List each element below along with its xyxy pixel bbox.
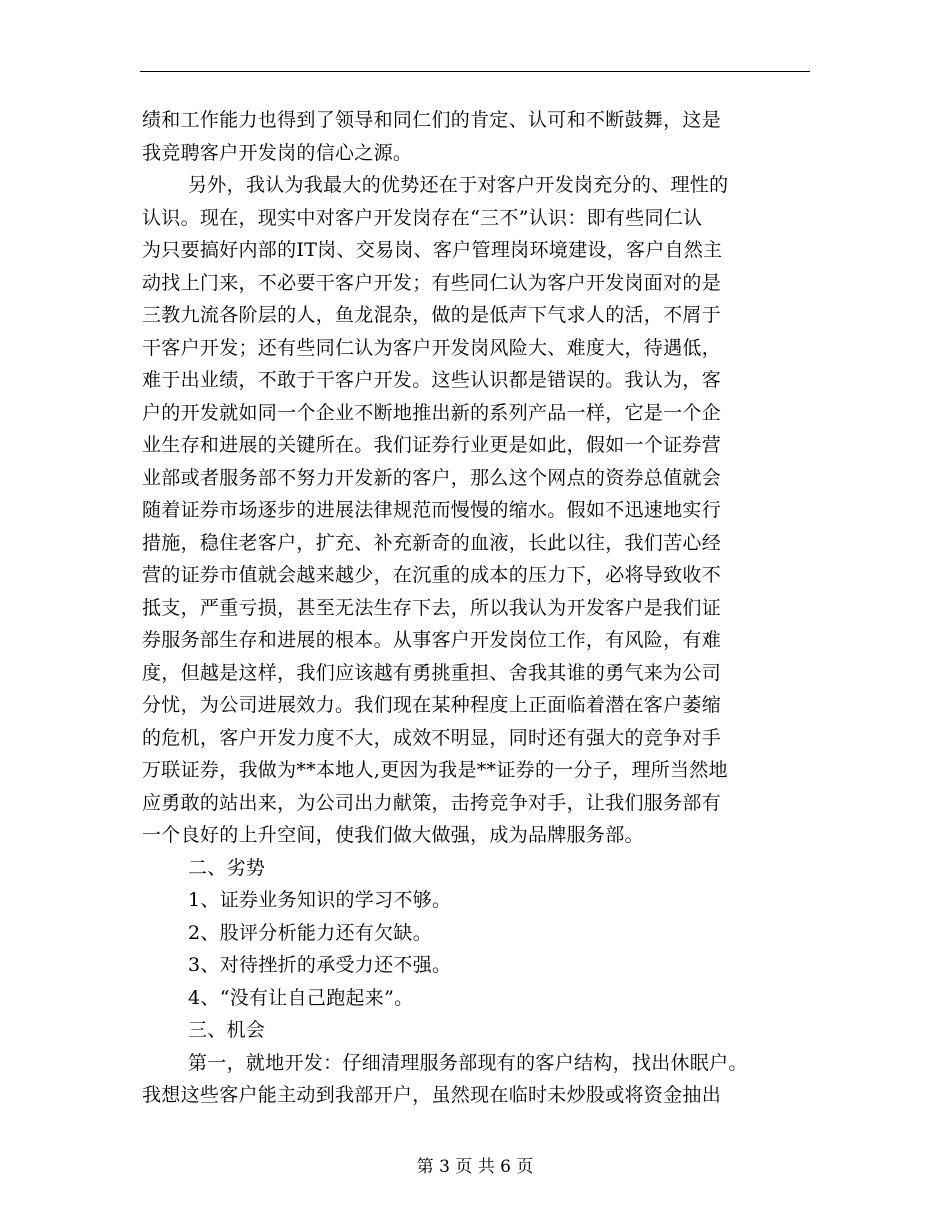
text-line: 万联证券，我做为**本地人,更因为我是**证券的一分子，理所当然地 xyxy=(142,759,728,781)
text-line: 我想这些客户能主动到我部开户，虽然现在临时未炒股或将资金抽出 xyxy=(142,1084,722,1106)
text-line: 我竞聘客户开发岗的信心之源。 xyxy=(142,141,413,164)
text-line: 分忧，为公司进展效力。我们现在某种程度上正面临着潜在客户萎缩 xyxy=(142,694,722,716)
text-line: 三教九流各阶层的人，鱼龙混杂，做的是低声下气求人的活，不屑于 xyxy=(142,304,722,326)
text-line: 二、劣势 xyxy=(188,856,266,879)
text-line: 4、“没有让自己跑起来”。 xyxy=(188,986,414,1009)
page-number: 第 3 页 共 6 页 xyxy=(416,1157,534,1177)
text-line: 绩和工作能力也得到了领导和同仁们的肯定、认可和不断鼓舞，这是 xyxy=(142,109,722,131)
header-rule xyxy=(140,71,810,72)
text-line: 三、机会 xyxy=(188,1019,266,1041)
text-line: 应勇敢的站出来，为公司出力献策，击挎竞争对手，让我们服务部有 xyxy=(142,791,722,814)
text-line: 为只要搞好内部的IT岗、交易岗、客户管理岗环境建设，客户自然主 xyxy=(142,239,723,261)
text-line: 营的证券市值就会越来越少，在沉重的成本的压力下，必将导致收不 xyxy=(142,564,722,586)
text-line: 户的开发就如同一个企业不断地推出新的系列产品一样，它是一个企 xyxy=(142,401,722,424)
text-line: 券服务部生存和进展的根本。从事客户开发岗位工作，有风险，有难 xyxy=(142,629,722,651)
text-line: 1、证券业务知识的学习不够。 xyxy=(188,889,452,911)
text-line: 3、对待挫折的承受力还不强。 xyxy=(188,954,452,976)
text-line: 认识。现在，现实中对客户开发岗存在“三不”认识：即有些同仁认 xyxy=(142,206,703,229)
text-line: 动找上门来，不必要干客户开发；有些同仁认为客户开发岗面对的是 xyxy=(142,271,722,294)
text-line: 另外，我认为我最大的优势还在于对客户开发岗充分的、理性的 xyxy=(188,174,729,196)
text-line: 难于出业绩，不敢于干客户开发。这些认识都是错误的。我认为，客 xyxy=(142,369,722,391)
text-line: 一个良好的上升空间，使我们做大做强，成为品牌服务部。 xyxy=(142,824,644,846)
text-line: 业生存和进展的关键所在。我们证券行业更是如此，假如一个证券营 xyxy=(142,434,722,456)
text-line: 业部或者服务部不努力开发新的客户，那么这个网点的资券总值就会 xyxy=(142,466,722,489)
text-line: 的危机，客户开发力度不大，成效不明显，同时还有强大的竞争对手 xyxy=(142,726,722,749)
document-body xyxy=(142,104,814,1112)
text-line: 随着证券市场逐步的进展法律规范而慢慢的缩水。假如不迅速地实行 xyxy=(142,499,722,521)
text-line: 抵支，严重亏损，甚至无法生存下去，所以我认为开发客户是我们证 xyxy=(142,596,722,619)
text-line: 第一，就地开发：仔细清理服务部现有的客户结构，找出休眠户。 xyxy=(188,1051,748,1074)
text-line: 干客户开发；还有些同仁认为客户开发岗风险大、难度大，待遇低， xyxy=(142,336,722,359)
text-line: 度，但越是这样，我们应该越有勇挑重担、舍我其谁的勇气来为公司 xyxy=(142,661,722,684)
text-line: 措施，稳住老客户，扩充、补充新奇的血液，长此以往，我们苦心经 xyxy=(142,531,722,554)
page-footer xyxy=(0,1152,950,1177)
text-line: 2、股评分析能力还有欠缺。 xyxy=(188,921,432,944)
